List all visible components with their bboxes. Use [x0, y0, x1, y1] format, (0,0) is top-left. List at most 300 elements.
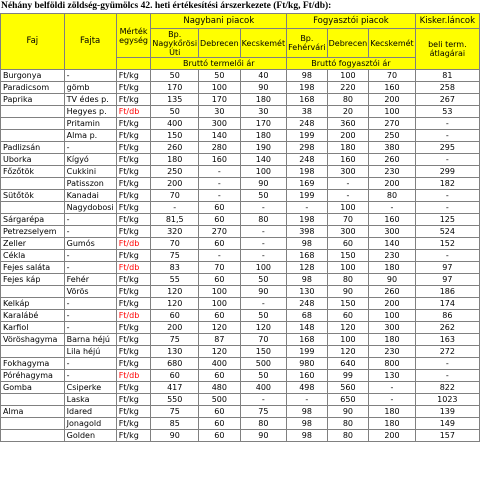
cell-value: 98	[287, 418, 328, 430]
header-sub-4: Bp. Fehérvári	[287, 29, 328, 58]
header-sub-1: Bp. Nagykőrösi Úti	[152, 29, 198, 57]
cell-faj: Fejes saláta	[1, 262, 65, 274]
cell-value: 70	[369, 70, 415, 82]
header-mertek: Mérték egység	[116, 14, 151, 58]
cell-faj: Uborka	[1, 154, 65, 166]
price-table	[0, 13, 480, 442]
header-fogyaszto: Fogyasztói piacok	[287, 14, 416, 29]
cell-value: 75	[151, 250, 199, 262]
cell-value: 300	[369, 322, 415, 334]
cell-value: 20	[327, 106, 369, 118]
cell-value: 120	[240, 322, 286, 334]
cell-value: 100	[199, 286, 241, 298]
cell-fajta: -	[64, 262, 116, 274]
cell-value: 70	[151, 238, 199, 250]
cell-value: 50	[240, 190, 286, 202]
cell-faj: Kelkáp	[1, 298, 65, 310]
cell-value: 524	[415, 226, 479, 238]
cell-faj	[1, 346, 65, 358]
cell-unit: Ft/kg	[116, 70, 151, 82]
cell-faj: Sütőtök	[1, 190, 65, 202]
cell-value: 130	[287, 286, 328, 298]
cell-value: 258	[415, 82, 479, 94]
table-row	[1, 310, 480, 322]
cell-value: 90	[327, 406, 369, 418]
cell-value: -	[415, 154, 479, 166]
cell-fajta: Golden	[64, 430, 116, 442]
cell-value: 248	[287, 118, 328, 130]
cell-faj: Fokhagyma	[1, 358, 65, 370]
cell-value: -	[199, 178, 241, 190]
cell-value: -	[415, 130, 479, 142]
cell-faj	[1, 106, 65, 118]
cell-value: 160	[199, 154, 241, 166]
table-row	[1, 274, 480, 286]
cell-value: 60	[199, 406, 241, 418]
cell-value: 90	[240, 286, 286, 298]
cell-value: 98	[287, 406, 328, 418]
cell-fajta: -	[64, 322, 116, 334]
table-row	[1, 178, 480, 190]
table-row	[1, 202, 480, 214]
cell-value: 300	[327, 226, 369, 238]
cell-faj: Padlizsán	[1, 142, 65, 154]
cell-value: 168	[287, 250, 328, 262]
cell-value: 80	[327, 274, 369, 286]
cell-value: 200	[327, 130, 369, 142]
header-fajta: Fajta	[64, 14, 116, 70]
cell-unit: Ft/kg	[116, 142, 151, 154]
cell-value: 180	[369, 418, 415, 430]
cell-unit: Ft/kg	[116, 178, 151, 190]
table-row	[1, 82, 480, 94]
cell-unit: Ft/kg	[116, 358, 151, 370]
cell-value: 140	[199, 130, 241, 142]
cell-faj: Alma	[1, 406, 65, 418]
cell-value: 417	[151, 382, 199, 394]
cell-value: 90	[240, 82, 286, 94]
cell-value: 360	[327, 118, 369, 130]
cell-value: 198	[287, 214, 328, 226]
table-row	[1, 250, 480, 262]
cell-value: -	[199, 166, 241, 178]
cell-faj	[1, 430, 65, 442]
cell-value: 320	[151, 226, 199, 238]
cell-faj	[1, 130, 65, 142]
cell-unit: Ft/kg	[116, 286, 151, 298]
cell-value: 299	[415, 166, 479, 178]
cell-value: 168	[287, 334, 328, 346]
cell-value: 70	[327, 214, 369, 226]
cell-value: 120	[199, 346, 241, 358]
cell-value: 180	[240, 130, 286, 142]
header-unit-blank	[116, 58, 151, 70]
cell-value: 60	[199, 274, 241, 286]
cell-fajta: -	[64, 70, 116, 82]
cell-value: 180	[369, 406, 415, 418]
cell-value: -	[369, 382, 415, 394]
header-sub-2: Debrecen	[199, 29, 241, 58]
cell-value: 60	[199, 238, 241, 250]
cell-value: 100	[199, 82, 241, 94]
cell-value: 180	[369, 334, 415, 346]
cell-unit: Ft/kg	[116, 322, 151, 334]
cell-value: 50	[240, 370, 286, 382]
table-row	[1, 358, 480, 370]
cell-value: 140	[369, 238, 415, 250]
cell-faj: Paradicsom	[1, 82, 65, 94]
cell-value: 190	[240, 142, 286, 154]
cell-value: 50	[240, 274, 286, 286]
cell-unit: Ft/kg	[116, 250, 151, 262]
cell-value: 160	[287, 370, 328, 382]
cell-faj: Póréhagyma	[1, 370, 65, 382]
cell-value: 1023	[415, 394, 479, 406]
cell-value: 149	[415, 418, 479, 430]
cell-unit: Ft/kg	[116, 382, 151, 394]
cell-value: 60	[199, 214, 241, 226]
table-row	[1, 406, 480, 418]
cell-value: 230	[369, 346, 415, 358]
cell-value: -	[151, 202, 199, 214]
cell-value: 97	[415, 262, 479, 274]
cell-value: 400	[199, 358, 241, 370]
cell-faj	[1, 394, 65, 406]
cell-value: 170	[199, 94, 241, 106]
cell-value: 100	[369, 310, 415, 322]
cell-value: 60	[151, 370, 199, 382]
cell-unit: Ft/kg	[116, 166, 151, 178]
header-kisker: Kisker.láncok	[415, 14, 479, 29]
cell-value: 169	[287, 178, 328, 190]
cell-fajta: -	[64, 226, 116, 238]
table-row	[1, 166, 480, 178]
cell-fajta: Lila héjú	[64, 346, 116, 358]
cell-value: 248	[287, 154, 328, 166]
cell-value: 75	[240, 406, 286, 418]
cell-faj: Vöröshagyma	[1, 334, 65, 346]
cell-unit: Ft/db	[116, 262, 151, 274]
cell-value: 480	[199, 382, 241, 394]
table-row	[1, 298, 480, 310]
cell-unit: Ft/kg	[116, 190, 151, 202]
cell-value: 267	[415, 94, 479, 106]
cell-fajta: -	[64, 310, 116, 322]
cell-value: -	[369, 394, 415, 406]
cell-unit: Ft/db	[116, 370, 151, 382]
cell-fajta: Kígyó	[64, 154, 116, 166]
cell-value: 260	[369, 154, 415, 166]
cell-fajta: Kanadai	[64, 190, 116, 202]
cell-value: 200	[369, 94, 415, 106]
price-table-body	[1, 14, 480, 442]
table-row	[1, 118, 480, 130]
table-row	[1, 418, 480, 430]
cell-value: 298	[287, 142, 328, 154]
cell-value: 80	[327, 430, 369, 442]
cell-value: 60	[199, 430, 241, 442]
cell-value: 150	[151, 130, 199, 142]
cell-fajta: Vörös	[64, 286, 116, 298]
cell-value: 200	[369, 298, 415, 310]
header-brutto-termeloi: Bruttó termelői ár	[151, 58, 287, 70]
cell-value: 120	[327, 346, 369, 358]
header-sub-3: Kecskemét	[240, 29, 286, 58]
cell-value: 560	[327, 382, 369, 394]
cell-value: 60	[151, 310, 199, 322]
cell-value: -	[199, 250, 241, 262]
cell-value: 160	[327, 154, 369, 166]
cell-value: 100	[327, 334, 369, 346]
table-row	[1, 106, 480, 118]
cell-value: 70	[240, 334, 286, 346]
cell-value: 550	[151, 394, 199, 406]
cell-value: -	[240, 238, 286, 250]
cell-value: 90	[240, 430, 286, 442]
cell-value: 148	[287, 322, 328, 334]
cell-value: 81	[415, 70, 479, 82]
header-brutto-fogyasztoi: Bruttó fogyasztói ár	[287, 58, 416, 70]
header-faj: Faj	[1, 14, 65, 70]
cell-value: 380	[369, 142, 415, 154]
header-sub-5: Debrecen	[327, 29, 369, 58]
cell-value: -	[369, 202, 415, 214]
cell-value: -	[240, 298, 286, 310]
cell-value: 30	[240, 106, 286, 118]
cell-value: 130	[369, 370, 415, 382]
cell-value: 90	[327, 286, 369, 298]
cell-value: 50	[151, 106, 199, 118]
cell-value: 230	[369, 250, 415, 262]
cell-fajta: Gumós	[64, 238, 116, 250]
cell-value: -	[415, 118, 479, 130]
cell-faj	[1, 418, 65, 430]
cell-value: 180	[327, 142, 369, 154]
cell-value: 83	[151, 262, 199, 274]
cell-value: -	[199, 190, 241, 202]
cell-value: 200	[369, 430, 415, 442]
cell-value: 81,5	[151, 214, 199, 226]
cell-value: 100	[240, 166, 286, 178]
cell-value: 270	[369, 118, 415, 130]
cell-unit: Ft/kg	[116, 130, 151, 142]
cell-value: 60	[327, 310, 369, 322]
cell-value: 174	[415, 298, 479, 310]
cell-unit: Ft/kg	[116, 298, 151, 310]
cell-faj: Paprika	[1, 94, 65, 106]
cell-faj: Burgonya	[1, 70, 65, 82]
cell-value: 150	[240, 346, 286, 358]
cell-value: 50	[240, 310, 286, 322]
cell-fajta: Fehér	[64, 274, 116, 286]
cell-value: 260	[151, 142, 199, 154]
cell-value: 168	[287, 94, 328, 106]
cell-value: 75	[151, 334, 199, 346]
cell-value: 128	[287, 262, 328, 274]
cell-fajta: -	[64, 370, 116, 382]
cell-value: 280	[199, 142, 241, 154]
table-row	[1, 238, 480, 250]
cell-value: 680	[151, 358, 199, 370]
cell-unit: Ft/db	[116, 310, 151, 322]
cell-value: 198	[287, 166, 328, 178]
table-row	[1, 382, 480, 394]
cell-value: 80	[240, 214, 286, 226]
cell-value: 40	[240, 70, 286, 82]
cell-faj: Karfiol	[1, 322, 65, 334]
cell-value: 80	[240, 418, 286, 430]
cell-value: 80	[369, 190, 415, 202]
cell-value: 262	[415, 322, 479, 334]
table-row	[1, 286, 480, 298]
cell-value: -	[240, 250, 286, 262]
cell-value: 139	[415, 406, 479, 418]
cell-value: 53	[415, 106, 479, 118]
cell-value: 200	[369, 178, 415, 190]
cell-value: 100	[369, 106, 415, 118]
cell-faj: Zeller	[1, 238, 65, 250]
cell-value: 150	[327, 250, 369, 262]
cell-faj: Cékla	[1, 250, 65, 262]
cell-value: 300	[369, 226, 415, 238]
cell-value: 163	[415, 334, 479, 346]
cell-unit: Ft/kg	[116, 418, 151, 430]
cell-fajta: TV édes p.	[64, 94, 116, 106]
cell-value: 87	[199, 334, 241, 346]
cell-value: 90	[369, 274, 415, 286]
cell-unit: Ft/db	[116, 106, 151, 118]
cell-value: 200	[151, 322, 199, 334]
cell-unit: Ft/kg	[116, 118, 151, 130]
cell-value: -	[415, 250, 479, 262]
cell-faj: Főzőtök	[1, 166, 65, 178]
cell-value: 86	[415, 310, 479, 322]
cell-value: 135	[151, 94, 199, 106]
cell-value: 199	[287, 190, 328, 202]
cell-unit: Ft/kg	[116, 406, 151, 418]
table-row	[1, 370, 480, 382]
cell-value: 500	[240, 358, 286, 370]
cell-value: 60	[199, 370, 241, 382]
page-title: Néhány belföldi zöldség-gyümölcs 42. heti értékesítési árszerkezete (Ft/kg, Ft/db):	[1, 1, 332, 11]
cell-fajta: -	[64, 358, 116, 370]
cell-faj	[1, 118, 65, 130]
cell-value: 75	[151, 406, 199, 418]
cell-value: 120	[151, 298, 199, 310]
cell-value: 186	[415, 286, 479, 298]
cell-faj: Petrezselyem	[1, 226, 65, 238]
table-row	[1, 190, 480, 202]
cell-value: 500	[199, 394, 241, 406]
cell-value: 68	[287, 310, 328, 322]
cell-unit: Ft/kg	[116, 226, 151, 238]
table-row	[1, 214, 480, 226]
cell-value: 99	[327, 370, 369, 382]
cell-value: 100	[240, 262, 286, 274]
cell-faj	[1, 178, 65, 190]
cell-unit: Ft/kg	[116, 346, 151, 358]
cell-value: 300	[199, 118, 241, 130]
cell-value: 199	[287, 130, 328, 142]
cell-faj	[1, 286, 65, 298]
cell-fajta: gömb	[64, 82, 116, 94]
cell-unit: Ft/kg	[116, 202, 151, 214]
table-row	[1, 130, 480, 142]
cell-value: 248	[287, 298, 328, 310]
cell-unit: Ft/kg	[116, 82, 151, 94]
cell-value: 230	[369, 166, 415, 178]
cell-fajta: Alma p.	[64, 130, 116, 142]
cell-unit: Ft/kg	[116, 214, 151, 226]
cell-value: -	[327, 178, 369, 190]
cell-unit: Ft/kg	[116, 154, 151, 166]
cell-unit: Ft/kg	[116, 334, 151, 346]
cell-value: 150	[327, 298, 369, 310]
cell-value: 170	[240, 118, 286, 130]
cell-value: 160	[369, 214, 415, 226]
cell-fajta: Patisszon	[64, 178, 116, 190]
header-row-1	[1, 14, 480, 29]
cell-value: 30	[199, 106, 241, 118]
table-row	[1, 94, 480, 106]
cell-value: 38	[287, 106, 328, 118]
cell-value: 250	[151, 166, 199, 178]
cell-value: 270	[199, 226, 241, 238]
table-row	[1, 226, 480, 238]
cell-value: 100	[199, 298, 241, 310]
cell-value: 70	[199, 262, 241, 274]
cell-value: 180	[240, 94, 286, 106]
table-row	[1, 154, 480, 166]
table-row	[1, 322, 480, 334]
cell-faj: Karalábé	[1, 310, 65, 322]
cell-unit: Ft/kg	[116, 94, 151, 106]
cell-unit: Ft/db	[116, 238, 151, 250]
cell-unit: Ft/kg	[116, 430, 151, 442]
cell-fajta: -	[64, 142, 116, 154]
cell-value: 125	[415, 214, 479, 226]
cell-faj	[1, 202, 65, 214]
cell-faj: Gomba	[1, 382, 65, 394]
cell-value: -	[240, 394, 286, 406]
table-row	[1, 394, 480, 406]
cell-value: 85	[151, 418, 199, 430]
table-row	[1, 142, 480, 154]
cell-fajta: -	[64, 214, 116, 226]
cell-fajta: Nagydobosi	[64, 202, 116, 214]
cell-value: 80	[327, 418, 369, 430]
cell-fajta: -	[64, 250, 116, 262]
cell-value: 250	[369, 130, 415, 142]
cell-fajta: Hegyes p.	[64, 106, 116, 118]
table-row	[1, 262, 480, 274]
cell-value: 120	[199, 322, 241, 334]
cell-value: 182	[415, 178, 479, 190]
cell-value: 100	[327, 70, 369, 82]
cell-value: 260	[369, 286, 415, 298]
cell-value: 640	[327, 358, 369, 370]
cell-value: 980	[287, 358, 328, 370]
cell-value: 295	[415, 142, 479, 154]
header-nagybani: Nagybani piacok	[151, 14, 287, 29]
cell-value: 50	[151, 70, 199, 82]
cell-fajta: -	[64, 298, 116, 310]
cell-value: 90	[151, 430, 199, 442]
cell-fajta: Pritamin	[64, 118, 116, 130]
cell-value: 60	[199, 418, 241, 430]
cell-value: 650	[327, 394, 369, 406]
cell-value: 97	[415, 274, 479, 286]
